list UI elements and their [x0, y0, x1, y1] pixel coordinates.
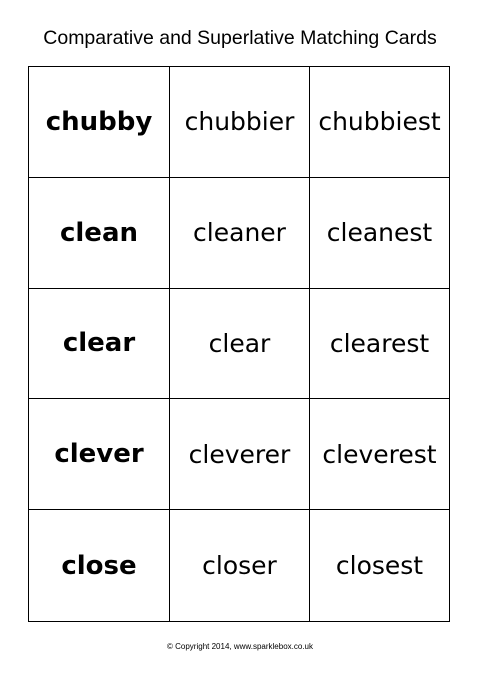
copyright-footer: © Copyright 2014, www.sparklebox.co.uk: [167, 642, 313, 651]
card-superlative: clearest: [310, 289, 449, 400]
card-grid: [28, 66, 450, 622]
card-superlative: closest: [335, 551, 424, 581]
card-base-word: close: [29, 510, 170, 621]
card-base-word: clever: [29, 399, 170, 510]
card-superlative: cleverest: [310, 399, 449, 510]
card-comparative: cleverer: [170, 399, 310, 510]
card-superlative: chubbiest: [310, 67, 449, 178]
card-base-word: clear: [29, 289, 170, 400]
card-superlative: cleanest: [310, 178, 449, 289]
card-comparative: chubbier: [170, 67, 310, 178]
card-base-word: clean: [29, 178, 170, 289]
card-comparative: closer: [170, 510, 310, 621]
card-base-word: chubby: [29, 67, 170, 178]
page-title: Comparative and Superlative Matching Cards: [43, 27, 437, 49]
card-comparative: clear: [170, 289, 310, 400]
card-comparative: cleaner: [170, 178, 310, 289]
